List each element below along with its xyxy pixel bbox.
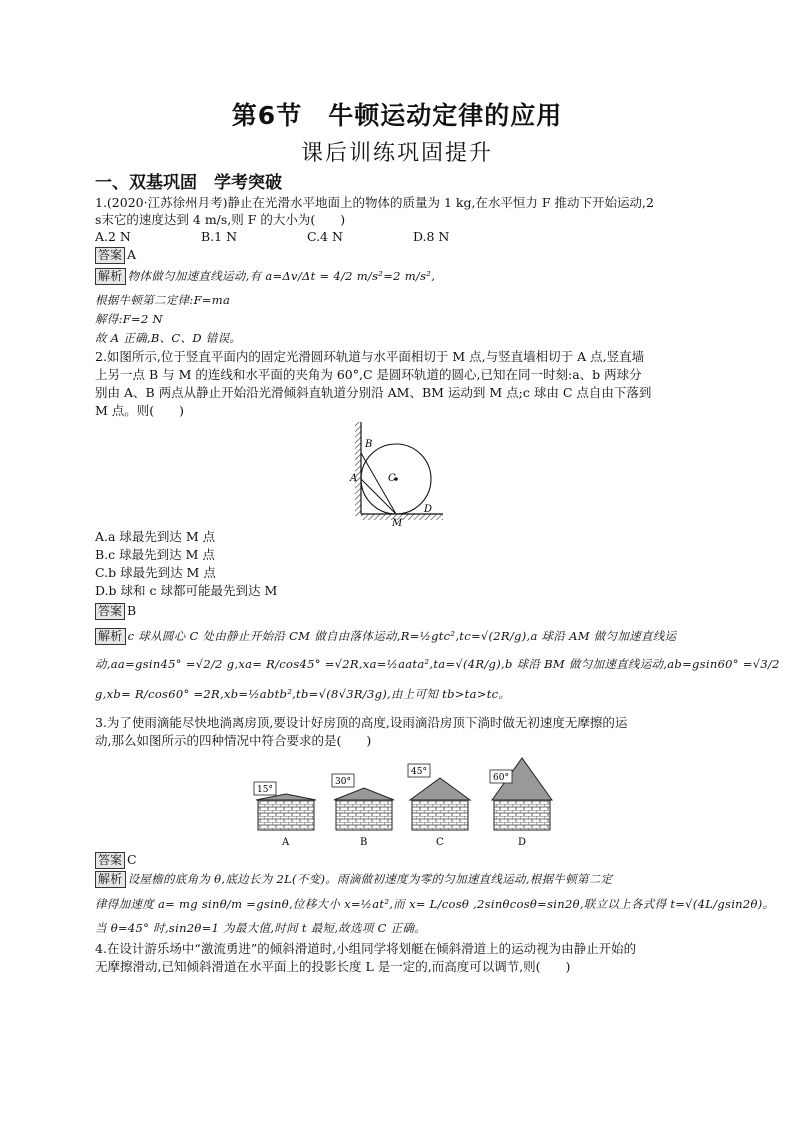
house-roof — [334, 788, 394, 800]
wall-hatch — [355, 422, 361, 516]
house-label: B — [360, 837, 368, 848]
q1-analysis-line2: 根据牛顿第二定律:F=ma — [95, 293, 231, 307]
q3-stem-line1: 3.为了使雨滴能尽快地淌离房顶,要设计好房顶的高度,设雨滴沿房顶下淌时做无初速度无摩擦的运 — [95, 715, 628, 730]
q2-analysis-row — [95, 628, 705, 645]
answer-tag: 答案 — [95, 247, 125, 264]
page-title: 第6节 牛顿运动定律的应用 — [231, 101, 563, 130]
q3-stem-line2: 动,那么如图所示的四种情况中符合要求的是( ) — [95, 733, 372, 748]
house-d — [490, 758, 552, 848]
analysis-tag: 解析 — [95, 871, 126, 888]
q1-analysis-line4: 故 A 正确,B、C、D 错误。 — [95, 331, 242, 345]
q1-answer-row — [95, 246, 705, 264]
q1-option-a: A.2 N — [95, 229, 131, 244]
q2-answer: B — [127, 603, 137, 618]
q1-options — [95, 228, 705, 245]
q2-analysis-line3: g,xb= R/cos60° =2R,xb=½abtb²,tb=√(8√3R/3g),由上可知 tb>ta>tc。 — [95, 687, 511, 701]
q2-option-b: B.c 球最先到达 M 点 — [95, 547, 215, 562]
q3-answer: C — [127, 852, 137, 867]
house-wall — [494, 800, 550, 830]
houses-group — [254, 758, 552, 848]
q1-option-b: B.1 N — [200, 229, 238, 244]
q1-option-c: C.4 N — [306, 229, 343, 244]
q2-stem-line3: 别由 A、B 两点从静止开始沿光滑倾斜直轨道分别沿 AM、BM 运动到 M 点;c 球由 C 点自由下落到 — [95, 385, 652, 400]
q4-stem-line2: 无摩擦滑动,已知倾斜滑道在水平面上的投影长度 L 是一定的,而高度可以调节,则( ) — [95, 959, 571, 974]
q2-figure — [340, 418, 460, 528]
label-c: C — [388, 473, 396, 484]
house-roof — [410, 778, 470, 800]
label-a: A — [350, 473, 358, 484]
q3-analysis-line3: 当 θ=45° 时,sin2θ=1 为最大值,时间 t 最短,故选项 C 正确。 — [95, 921, 427, 935]
q1-option-d: D.8 N — [412, 229, 450, 244]
label-b: B — [365, 439, 373, 450]
q2-answer-row — [95, 602, 705, 620]
q1-analysis-line3: 解得:F=2 N — [95, 312, 163, 326]
q2-stem-line1: 2.如图所示,位于竖直平面内的固定光滑圆环轨道与水平面相切于 M 点,与竖直墙相切于 A 点,竖直墙 — [95, 349, 645, 364]
q2-analysis-line2: 动,aa=gsin45° =√2/2 g,xa= R/cos45° =√2R,xa=½aata²,ta=√(4R/g),b 球沿 BM 做匀加速直线运动,ab=gsin60° =√3/2 — [95, 657, 780, 671]
q3-figure — [240, 768, 560, 850]
house-label: C — [436, 837, 444, 848]
q1-analysis-row — [95, 268, 705, 285]
house-wall — [412, 800, 468, 830]
q2-stem-line4: M 点。则( ) — [95, 403, 185, 418]
q4-stem-line1: 4.在设计游乐场中“激流勇进”的倾斜滑道时,小组同学将划艇在倾斜滑道上的运动视为由静止开始的 — [95, 941, 637, 956]
house-wall — [258, 800, 314, 830]
q2-option-c: C.b 球最先到达 M 点 — [95, 565, 216, 580]
q3-analysis-line1: 设屋檐的底角为 θ,底边长为 2L(不变)。雨滴做初速度为零的匀加速直线运动,根据牛顿第二定 — [127, 872, 613, 886]
answer-tag: 答案 — [95, 852, 125, 869]
q3-analysis-line2: 律得加速度 a= mg sinθ/m =gsinθ,位移大小 x=½at²,而 x= L/cosθ ,2sinθcosθ=sin2θ,联立以上各式得 t=√(4L/gsin2θ)。 — [95, 897, 775, 911]
q1-answer: A — [127, 247, 137, 262]
house-b — [332, 774, 394, 848]
q2-option-d: D.b 球和 c 球都可能最先到达 M — [95, 583, 278, 598]
angle-label: 30° — [335, 777, 351, 787]
analysis-tag: 解析 — [95, 268, 126, 285]
q1-stem-line2: s末它的速度达到 4 m/s,则 F 的大小为( ) — [95, 212, 346, 227]
answer-tag: 答案 — [95, 603, 125, 620]
q2-stem-line2: 上另一点 B 与 M 的连线和水平面的夹角为 60°,C 是圆环轨道的圆心,已知在同一时刻:a、b 两球分 — [95, 367, 642, 382]
q3-analysis-row — [95, 871, 705, 888]
angle-label: 45° — [411, 767, 427, 777]
house-a — [254, 782, 316, 848]
label-d: D — [424, 504, 433, 515]
house-label: D — [518, 837, 527, 848]
label-m: M — [392, 518, 403, 529]
house-wall — [336, 800, 392, 830]
q2-analysis-line1: c 球从圆心 C 处由静止开始沿 CM 做自由落体运动,R=½gtc²,tc=√(2R/g),a 球沿 AM 做匀加速直线运 — [127, 629, 677, 643]
q2-option-a: A.a 球最先到达 M 点 — [95, 529, 216, 544]
angle-label: 15° — [257, 785, 273, 795]
q1-analysis-line1: 物体做匀加速直线运动,有 a=Δv/Δt = 4/2 m/s²=2 m/s², — [127, 269, 436, 283]
q3-answer-row — [95, 851, 705, 869]
house-label: A — [282, 837, 290, 848]
q1-stem-line1: 1.(2020·江苏徐州月考)静止在光滑水平地面上的物体的质量为 1 kg,在水平恒力 F 推动下开始运动,2 — [95, 195, 654, 210]
section-heading: 一、双基巩固 学考突破 — [95, 173, 282, 193]
page-subtitle: 课后训练巩固提升 — [300, 141, 493, 166]
analysis-tag: 解析 — [95, 628, 126, 645]
house-c — [408, 764, 470, 848]
angle-label: 60° — [493, 773, 509, 783]
